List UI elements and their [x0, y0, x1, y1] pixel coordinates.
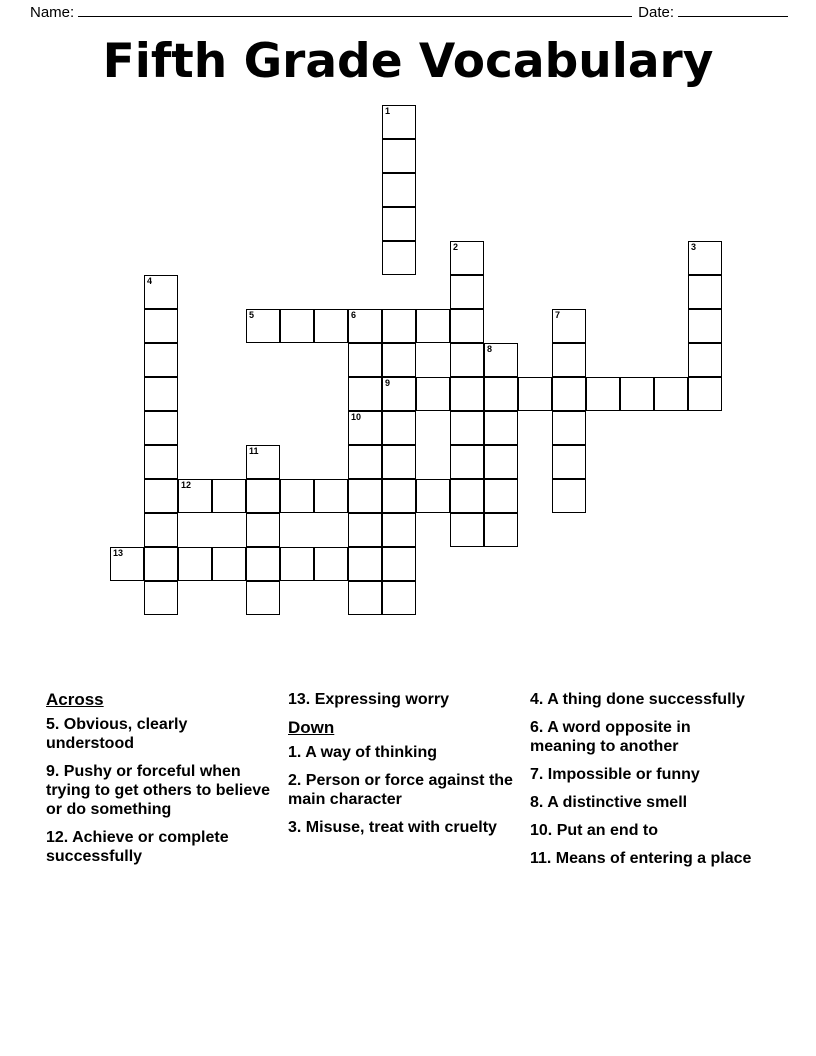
clue-across-9: 9. Pushy or forceful when trying to get others to believe or do something — [46, 763, 271, 818]
clue-column-3 — [530, 690, 755, 877]
clue-down-6: 6. A word opposite in meaning to another — [530, 719, 691, 755]
clue-down-11: 11. Means of entering a place — [530, 850, 752, 867]
grid-cell[interactable] — [450, 445, 484, 479]
clue-down-4: 4. A thing done successfully — [530, 691, 745, 708]
grid-cell[interactable] — [382, 445, 416, 479]
grid-cell-7[interactable] — [552, 309, 586, 343]
clue-across-13: 13. Expressing worry — [288, 691, 449, 708]
grid-cell[interactable] — [382, 581, 416, 615]
grid-cell-3[interactable] — [688, 241, 722, 275]
clue-down-8: 8. A distinctive smell — [530, 794, 688, 811]
grid-cell[interactable] — [246, 513, 280, 547]
grid-cell[interactable] — [688, 377, 722, 411]
date-write-line[interactable] — [678, 5, 788, 17]
grid-cell[interactable] — [450, 343, 484, 377]
grid-cell[interactable] — [280, 547, 314, 581]
grid-cell[interactable] — [246, 581, 280, 615]
clue-column-1 — [46, 690, 271, 875]
grid-cell[interactable] — [416, 479, 450, 513]
clue-down-7: 7. Impossible or funny — [530, 766, 700, 783]
grid-cell[interactable] — [144, 411, 178, 445]
grid-cell[interactable] — [382, 411, 416, 445]
grid-cell[interactable] — [246, 479, 280, 513]
grid-cell[interactable] — [348, 343, 382, 377]
grid-cell[interactable] — [450, 479, 484, 513]
grid-cell[interactable] — [484, 479, 518, 513]
date-label: Date: — [638, 4, 674, 21]
grid-cell-number: 3 — [691, 242, 697, 252]
grid-cell[interactable] — [552, 377, 586, 411]
grid-cell[interactable] — [382, 241, 416, 275]
grid-cell-number: 13 — [113, 548, 124, 558]
grid-cell[interactable] — [416, 377, 450, 411]
grid-cell[interactable] — [314, 309, 348, 343]
grid-cell-8[interactable] — [484, 343, 518, 377]
grid-cell[interactable] — [586, 377, 620, 411]
grid-cell[interactable] — [348, 377, 382, 411]
grid-cell-number: 7 — [555, 310, 561, 320]
grid-cell[interactable] — [280, 479, 314, 513]
page-title: Fifth Grade Vocabulary — [102, 34, 714, 89]
grid-cell[interactable] — [144, 309, 178, 343]
grid-cell[interactable] — [450, 513, 484, 547]
grid-cell[interactable] — [484, 513, 518, 547]
grid-cell[interactable] — [688, 343, 722, 377]
clue-down-10: 10. Put an end to — [530, 822, 659, 839]
grid-cell[interactable] — [450, 275, 484, 309]
grid-cell-12[interactable] — [178, 479, 212, 513]
grid-cell[interactable] — [484, 377, 518, 411]
grid-cell-4[interactable] — [144, 275, 178, 309]
grid-cell[interactable] — [144, 547, 178, 581]
grid-cell[interactable] — [144, 377, 178, 411]
grid-cell[interactable] — [382, 173, 416, 207]
grid-cell[interactable] — [552, 343, 586, 377]
grid-cell[interactable] — [450, 377, 484, 411]
grid-cell-2[interactable] — [450, 241, 484, 275]
down-heading: Down — [288, 718, 335, 737]
grid-cell[interactable] — [144, 445, 178, 479]
grid-cell[interactable] — [484, 445, 518, 479]
grid-cell[interactable] — [552, 411, 586, 445]
grid-cell[interactable] — [314, 547, 348, 581]
grid-cell[interactable] — [280, 309, 314, 343]
grid-cell[interactable] — [450, 309, 484, 343]
grid-cell[interactable] — [382, 547, 416, 581]
grid-cell[interactable] — [518, 377, 552, 411]
grid-cell-number: 9 — [385, 378, 391, 388]
grid-cell[interactable] — [620, 377, 654, 411]
grid-cell[interactable] — [382, 207, 416, 241]
clue-list — [46, 690, 782, 990]
grid-cell-number: 8 — [487, 344, 493, 354]
grid-cell[interactable] — [348, 581, 382, 615]
grid-cell-1[interactable] — [382, 105, 416, 139]
grid-cell-number: 4 — [147, 276, 153, 286]
grid-cell-number: 5 — [249, 310, 255, 320]
grid-cell-number: 12 — [181, 480, 192, 490]
grid-cell-number: 6 — [351, 310, 357, 320]
grid-cell[interactable] — [144, 513, 178, 547]
grid-cell[interactable] — [382, 343, 416, 377]
grid-cell-9[interactable] — [382, 377, 416, 411]
grid-cell-10[interactable] — [348, 411, 382, 445]
clue-down-2: 2. Person or force against the main character — [288, 772, 513, 808]
across-heading: Across — [46, 690, 104, 709]
name-label: Name: — [30, 4, 75, 21]
grid-cell[interactable] — [688, 309, 722, 343]
grid-cell[interactable] — [212, 547, 246, 581]
crossword-grid[interactable] — [0, 105, 816, 605]
grid-cell-number: 11 — [249, 446, 259, 456]
grid-cell-5[interactable] — [246, 309, 280, 343]
grid-cell[interactable] — [552, 479, 586, 513]
grid-cell[interactable] — [348, 547, 382, 581]
grid-cell[interactable] — [382, 513, 416, 547]
grid-cell[interactable] — [178, 547, 212, 581]
grid-cell[interactable] — [348, 445, 382, 479]
grid-cell[interactable] — [654, 377, 688, 411]
grid-cell[interactable] — [382, 309, 416, 343]
name-write-line[interactable] — [78, 5, 632, 17]
grid-cell[interactable] — [688, 275, 722, 309]
clue-across-5: 5. Obvious, clearly understood — [46, 716, 188, 752]
grid-cell[interactable] — [144, 581, 178, 615]
grid-cell[interactable] — [450, 411, 484, 445]
grid-cell[interactable] — [552, 445, 586, 479]
clue-column-2 — [288, 690, 513, 846]
clue-down-1: 1. A way of thinking — [288, 744, 438, 761]
grid-cell[interactable] — [416, 309, 450, 343]
grid-cell[interactable] — [382, 139, 416, 173]
name-date-line — [30, 4, 788, 21]
grid-cell-number: 1 — [385, 106, 391, 116]
grid-cell[interactable] — [348, 479, 382, 513]
grid-cell[interactable] — [144, 479, 178, 513]
grid-cell[interactable] — [484, 411, 518, 445]
grid-cell-number: 2 — [453, 242, 459, 252]
grid-cell[interactable] — [314, 479, 348, 513]
grid-cell-number: 10 — [351, 412, 362, 422]
grid-cell[interactable] — [212, 479, 246, 513]
grid-cell[interactable] — [382, 479, 416, 513]
grid-cell-6[interactable] — [348, 309, 382, 343]
clue-across-12: 12. Achieve or complete successfully — [46, 829, 229, 865]
grid-cell[interactable] — [144, 343, 178, 377]
clue-down-3: 3. Misuse, treat with cruelty — [288, 819, 497, 836]
grid-cell[interactable] — [246, 547, 280, 581]
grid-cell-11[interactable] — [246, 445, 280, 479]
grid-cell[interactable] — [348, 513, 382, 547]
grid-cell-13[interactable] — [110, 547, 144, 581]
